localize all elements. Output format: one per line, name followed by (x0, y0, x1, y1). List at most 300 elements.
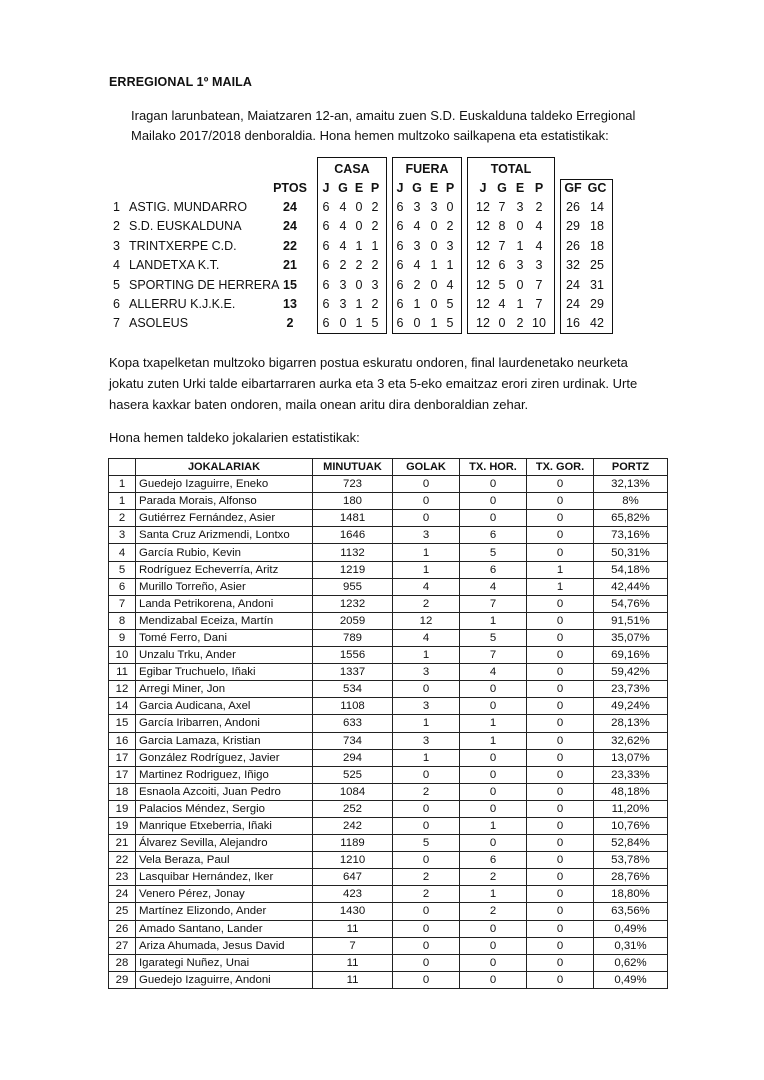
team-name: ALLERRU K.J.K.E. (129, 297, 236, 311)
casa-value: 0 (355, 277, 363, 292)
player-goals: 2 (393, 595, 460, 612)
col-goals-header: GOLAK (393, 459, 460, 476)
team-name: LANDETXA K.T. (129, 258, 220, 273)
player-yellow-cards: 0 (460, 783, 527, 800)
player-yellow-cards: 0 (460, 937, 527, 954)
player-number: 14 (109, 698, 136, 715)
player-goals: 1 (393, 715, 460, 732)
total-value: 7 (498, 238, 506, 253)
table-row (109, 510, 668, 527)
fuera-value: 0 (413, 316, 421, 331)
fuera-value: 2 (446, 219, 454, 234)
player-number: 2 (109, 510, 136, 527)
player-red-cards: 0 (527, 595, 594, 612)
table-row (109, 647, 668, 664)
table-row (109, 493, 668, 510)
total-value: 8 (498, 219, 506, 234)
casa-value: 3 (371, 277, 379, 292)
player-red-cards: 0 (527, 852, 594, 869)
player-name: Gutiérrez Fernández, Asier (136, 510, 313, 527)
player-name: Igarategi Nuñez, Unai (136, 954, 313, 971)
player-percent: 63,56% (594, 903, 668, 920)
player-number: 15 (109, 715, 136, 732)
player-goals: 3 (393, 664, 460, 681)
goals-for: 24 (566, 277, 580, 292)
player-name: Amado Santano, Lander (136, 920, 313, 937)
total-value: 3 (535, 258, 543, 273)
player-table-header (109, 459, 668, 476)
player-minutes: 11 (313, 920, 393, 937)
table-row (109, 527, 668, 544)
team-position: 4 (113, 258, 120, 273)
player-percent: 54,18% (594, 561, 668, 578)
player-minutes: 1232 (313, 595, 393, 612)
player-name: González Rodríguez, Javier (136, 749, 313, 766)
fuera-value: 6 (396, 238, 404, 253)
player-percent: 0,49% (594, 971, 668, 988)
player-number: 8 (109, 612, 136, 629)
casa-value: 5 (371, 316, 379, 331)
stats-intro: Hona hemen taldeko jokalarien estatistikak: (109, 430, 360, 445)
player-percent: 69,16% (594, 647, 668, 664)
fuera-value: 4 (413, 258, 421, 273)
goals-for: 29 (566, 219, 580, 234)
col-header-fuera-J: J (396, 181, 404, 195)
player-name: Lasquibar Hernández, Iker (136, 869, 313, 886)
player-minutes: 7 (313, 937, 393, 954)
table-row (109, 561, 668, 578)
player-minutes: 294 (313, 749, 393, 766)
team-name: ASOLEUS (129, 316, 189, 331)
table-row (109, 817, 668, 834)
player-yellow-cards: 6 (460, 527, 527, 544)
table-row (109, 544, 668, 561)
player-goals: 1 (393, 749, 460, 766)
total-value: 1 (516, 238, 524, 253)
player-stats-table (108, 458, 668, 989)
total-value: 0 (516, 277, 524, 292)
total-value: 12 (476, 316, 490, 331)
table-row (109, 629, 668, 646)
fuera-value: 0 (446, 200, 454, 214)
player-table-body (109, 476, 668, 989)
player-red-cards: 0 (527, 681, 594, 698)
player-number: 23 (109, 869, 136, 886)
fuera-value: 0 (430, 277, 438, 292)
fuera-value: 3 (446, 238, 454, 253)
player-minutes: 525 (313, 766, 393, 783)
col-header-fuera-P: P (445, 181, 455, 195)
col-header-casa-G: G (338, 181, 348, 195)
fuera-value: 5 (446, 316, 454, 331)
casa-value: 3 (339, 297, 347, 311)
total-value: 6 (498, 258, 506, 273)
col-percent-header: PORTZ (594, 459, 668, 476)
player-yellow-cards: 4 (460, 578, 527, 595)
player-name: Martinez Rodriguez, Iñigo (136, 766, 313, 783)
player-number: 26 (109, 920, 136, 937)
player-yellow-cards: 0 (460, 800, 527, 817)
player-goals: 0 (393, 920, 460, 937)
player-minutes: 1084 (313, 783, 393, 800)
fuera-value: 1 (430, 316, 438, 331)
col-header-total-G: G (497, 181, 507, 195)
player-red-cards: 0 (527, 971, 594, 988)
player-number: 9 (109, 629, 136, 646)
document-title: ERREGIONAL 1º MAILA (109, 75, 253, 89)
player-minutes: 723 (313, 476, 393, 493)
table-row (109, 971, 668, 988)
goals-for: 32 (566, 258, 580, 273)
goals-for: 26 (566, 238, 580, 253)
fuera-value: 1 (413, 297, 421, 311)
player-goals: 3 (393, 698, 460, 715)
player-number: 7 (109, 595, 136, 612)
player-goals: 4 (393, 578, 460, 595)
player-number: 17 (109, 766, 136, 783)
player-yellow-cards: 1 (460, 612, 527, 629)
fuera-value: 0 (430, 219, 438, 234)
player-minutes: 734 (313, 732, 393, 749)
table-row (109, 476, 668, 493)
player-number: 17 (109, 749, 136, 766)
casa-value: 6 (322, 258, 330, 273)
total-value: 12 (476, 258, 490, 273)
player-yellow-cards: 0 (460, 493, 527, 510)
total-value: 3 (516, 258, 524, 273)
player-goals: 3 (393, 527, 460, 544)
player-yellow-cards: 0 (460, 766, 527, 783)
team-position: 3 (113, 238, 120, 253)
player-yellow-cards: 2 (460, 869, 527, 886)
table-row (109, 800, 668, 817)
casa-value: 1 (355, 238, 363, 253)
player-goals: 2 (393, 886, 460, 903)
player-number: 19 (109, 817, 136, 834)
player-yellow-cards: 0 (460, 920, 527, 937)
player-name: Martínez Elizondo, Ander (136, 903, 313, 920)
player-minutes: 1210 (313, 852, 393, 869)
team-position: 7 (113, 316, 120, 331)
player-minutes: 11 (313, 954, 393, 971)
col-header-fuera-E: E (429, 181, 439, 195)
player-red-cards: 0 (527, 817, 594, 834)
player-goals: 0 (393, 937, 460, 954)
fuera-value: 4 (413, 219, 421, 234)
player-number: 4 (109, 544, 136, 561)
total-value: 2 (535, 200, 543, 214)
team-name: S.D. EUSKALDUNA (129, 219, 242, 234)
goals-against: 25 (590, 258, 604, 273)
team-name: SPORTING DE HERRERA (129, 277, 280, 292)
fuera-value: 6 (396, 277, 404, 292)
player-percent: 0,62% (594, 954, 668, 971)
player-percent: 0,49% (594, 920, 668, 937)
group-header-fuera: FUERA (405, 162, 449, 176)
player-yellow-cards: 1 (460, 817, 527, 834)
player-red-cards: 0 (527, 937, 594, 954)
fuera-value: 4 (446, 277, 454, 292)
player-goals: 0 (393, 817, 460, 834)
team-points: 22 (283, 238, 297, 253)
player-number: 5 (109, 561, 136, 578)
casa-value: 2 (371, 258, 379, 273)
player-percent: 32,62% (594, 732, 668, 749)
player-goals: 0 (393, 476, 460, 493)
player-name: Landa Petrikorena, Andoni (136, 595, 313, 612)
player-yellow-cards: 0 (460, 681, 527, 698)
player-percent: 8% (594, 493, 668, 510)
player-goals: 0 (393, 903, 460, 920)
casa-value: 2 (339, 258, 347, 273)
col-yellow-header: TX. HOR. (460, 459, 527, 476)
fuera-value: 5 (446, 297, 454, 311)
total-value: 7 (498, 200, 506, 214)
player-number: 11 (109, 664, 136, 681)
player-goals: 0 (393, 954, 460, 971)
fuera-value: 3 (413, 238, 421, 253)
player-red-cards: 0 (527, 647, 594, 664)
casa-value: 0 (355, 219, 363, 234)
player-percent: 35,07% (594, 629, 668, 646)
player-number: 21 (109, 835, 136, 852)
player-red-cards: 0 (527, 903, 594, 920)
player-name: Parada Morais, Alfonso (136, 493, 313, 510)
player-red-cards: 0 (527, 783, 594, 800)
player-red-cards: 0 (527, 527, 594, 544)
player-name: Guedejo Izaguirre, Andoni (136, 971, 313, 988)
intro-paragraph: Iragan larunbatean, Maiatzaren 12-an, amaitu zuen S.D. Euskalduna taldeko Erregional Mailako 2017/2018 denboraldia. Hona hemen multzoko sailkapena eta estatistikak: (131, 108, 636, 143)
player-red-cards: 0 (527, 920, 594, 937)
player-red-cards: 0 (527, 766, 594, 783)
player-minutes: 252 (313, 800, 393, 817)
casa-value: 2 (371, 200, 379, 214)
player-minutes: 1481 (313, 510, 393, 527)
player-percent: 10,76% (594, 817, 668, 834)
player-minutes: 242 (313, 817, 393, 834)
table-row (109, 886, 668, 903)
player-yellow-cards: 7 (460, 647, 527, 664)
goals-for: 26 (566, 200, 580, 214)
table-row (109, 835, 668, 852)
table-row (109, 903, 668, 920)
fuera-value: 1 (430, 258, 438, 273)
player-red-cards: 0 (527, 869, 594, 886)
player-minutes: 955 (313, 578, 393, 595)
player-name: García Iribarren, Andoni (136, 715, 313, 732)
total-value: 3 (516, 200, 524, 214)
player-percent: 13,07% (594, 749, 668, 766)
casa-value: 6 (322, 200, 330, 214)
fuera-value: 6 (396, 219, 404, 234)
fuera-value: 0 (430, 297, 438, 311)
player-goals: 1 (393, 544, 460, 561)
player-red-cards: 1 (527, 561, 594, 578)
team-name: TRINTXERPE C.D. (129, 238, 237, 253)
player-goals: 2 (393, 783, 460, 800)
total-value: 10 (532, 316, 546, 331)
player-percent: 73,16% (594, 527, 668, 544)
team-position: 2 (113, 219, 120, 234)
player-yellow-cards: 0 (460, 698, 527, 715)
player-percent: 0,31% (594, 937, 668, 954)
total-value: 12 (476, 277, 490, 292)
player-yellow-cards: 6 (460, 852, 527, 869)
player-goals: 1 (393, 561, 460, 578)
total-value: 4 (535, 238, 543, 253)
fuera-value: 6 (396, 316, 404, 331)
player-minutes: 789 (313, 629, 393, 646)
player-red-cards: 0 (527, 476, 594, 493)
player-red-cards: 0 (527, 749, 594, 766)
player-goals: 5 (393, 835, 460, 852)
player-minutes: 1430 (313, 903, 393, 920)
player-yellow-cards: 1 (460, 732, 527, 749)
player-name: García Rubio, Kevin (136, 544, 313, 561)
table-row (109, 715, 668, 732)
goals-against: 18 (590, 219, 604, 234)
player-yellow-cards: 5 (460, 544, 527, 561)
player-red-cards: 0 (527, 664, 594, 681)
player-name: Arregi Miner, Jon (136, 681, 313, 698)
casa-value: 0 (355, 200, 363, 214)
player-number: 24 (109, 886, 136, 903)
goals-for: 24 (566, 297, 580, 311)
player-yellow-cards: 0 (460, 971, 527, 988)
col-header-gc: GC (587, 181, 607, 195)
col-header-fuera-G: G (412, 181, 422, 195)
player-minutes: 423 (313, 886, 393, 903)
team-name: ASTIG. MUNDARRO (129, 200, 248, 214)
player-red-cards: 0 (527, 510, 594, 527)
col-player-header: JOKALARIAK (136, 459, 313, 476)
player-yellow-cards: 6 (460, 561, 527, 578)
col-header-total-J: J (479, 181, 487, 195)
player-goals: 0 (393, 971, 460, 988)
table-row (109, 766, 668, 783)
fuera-value: 1 (446, 258, 454, 273)
total-value: 12 (476, 238, 490, 253)
player-number: 16 (109, 732, 136, 749)
total-value: 5 (498, 277, 506, 292)
fuera-value: 3 (430, 200, 438, 214)
player-red-cards: 1 (527, 578, 594, 595)
player-yellow-cards: 4 (460, 664, 527, 681)
col-header-ptos: PTOS (273, 181, 307, 195)
player-percent: 18,80% (594, 886, 668, 903)
player-number: 6 (109, 578, 136, 595)
group-header-casa: CASA (334, 162, 370, 176)
col-header-gf: GF (564, 181, 582, 195)
col-header-casa-E: E (354, 181, 364, 195)
goals-against: 18 (590, 238, 604, 253)
team-points: 24 (283, 219, 297, 234)
player-number: 3 (109, 527, 136, 544)
team-position: 1 (113, 200, 120, 214)
player-percent: 91,51% (594, 612, 668, 629)
casa-value: 2 (371, 219, 379, 234)
team-points: 13 (283, 297, 297, 311)
player-name: Garcia Lamaza, Kristian (136, 732, 313, 749)
player-minutes: 2059 (313, 612, 393, 629)
casa-value: 4 (339, 238, 347, 253)
player-number: 1 (109, 476, 136, 493)
player-percent: 54,76% (594, 595, 668, 612)
table-row (109, 869, 668, 886)
team-points: 24 (283, 200, 297, 214)
player-number: 22 (109, 852, 136, 869)
player-goals: 0 (393, 681, 460, 698)
player-red-cards: 0 (527, 954, 594, 971)
total-value: 4 (535, 219, 543, 234)
casa-value: 6 (322, 297, 330, 311)
table-row (109, 612, 668, 629)
casa-value: 2 (355, 258, 363, 273)
player-number: 19 (109, 800, 136, 817)
player-name: Álvarez Sevilla, Alejandro (136, 835, 313, 852)
player-name: Egibar Truchuelo, Iñaki (136, 664, 313, 681)
player-red-cards: 0 (527, 835, 594, 852)
player-number: 25 (109, 903, 136, 920)
goals-against: 14 (590, 200, 604, 214)
casa-value: 1 (355, 297, 363, 311)
player-name: Santa Cruz Arizmendi, Lontxo (136, 527, 313, 544)
goals-against: 31 (590, 277, 604, 292)
player-name: Garcia Audicana, Axel (136, 698, 313, 715)
player-percent: 50,31% (594, 544, 668, 561)
player-goals: 2 (393, 869, 460, 886)
total-value: 12 (476, 219, 490, 234)
player-name: Guedejo Izaguirre, Eneko (136, 476, 313, 493)
table-row (109, 732, 668, 749)
table-row (109, 595, 668, 612)
total-value: 7 (535, 297, 543, 311)
player-name: Tomé Ferro, Dani (136, 629, 313, 646)
casa-value: 6 (322, 277, 330, 292)
player-minutes: 647 (313, 869, 393, 886)
player-red-cards: 0 (527, 732, 594, 749)
casa-value: 2 (371, 297, 379, 311)
player-number: 1 (109, 493, 136, 510)
cup-paragraph: Kopa txapelketan multzoko bigarren postua eskuratu ondoren, final laurdenetako neurketa jokatu zuten Urki talde eibartarraren aurka eta 3 eta 5-eko emaitzaz erori ziren urdinak. Urte hasera kaxkar baten ondoren, maila onean aritu dira denboraldian zehar. (109, 355, 638, 412)
fuera-value: 3 (413, 200, 421, 214)
player-yellow-cards: 2 (460, 903, 527, 920)
team-points: 15 (283, 277, 297, 292)
player-minutes: 633 (313, 715, 393, 732)
player-goals: 1 (393, 647, 460, 664)
player-yellow-cards: 0 (460, 835, 527, 852)
player-number: 28 (109, 954, 136, 971)
player-goals: 3 (393, 732, 460, 749)
player-name: Murillo Torreño, Asier (136, 578, 313, 595)
player-percent: 48,18% (594, 783, 668, 800)
player-percent: 28,76% (594, 869, 668, 886)
total-value: 1 (516, 297, 524, 311)
player-name: Esnaola Azcoiti, Juan Pedro (136, 783, 313, 800)
player-goals: 0 (393, 800, 460, 817)
player-name: Manrique Etxeberria, Iñaki (136, 817, 313, 834)
table-row (109, 783, 668, 800)
team-points: 2 (286, 316, 294, 331)
player-name: Venero Pérez, Jonay (136, 886, 313, 903)
team-points: 21 (283, 258, 297, 273)
player-name: Rodríguez Echeverría, Aritz (136, 561, 313, 578)
player-red-cards: 0 (527, 493, 594, 510)
player-percent: 42,44% (594, 578, 668, 595)
player-percent: 59,42% (594, 664, 668, 681)
casa-value: 1 (371, 238, 379, 253)
table-row (109, 852, 668, 869)
